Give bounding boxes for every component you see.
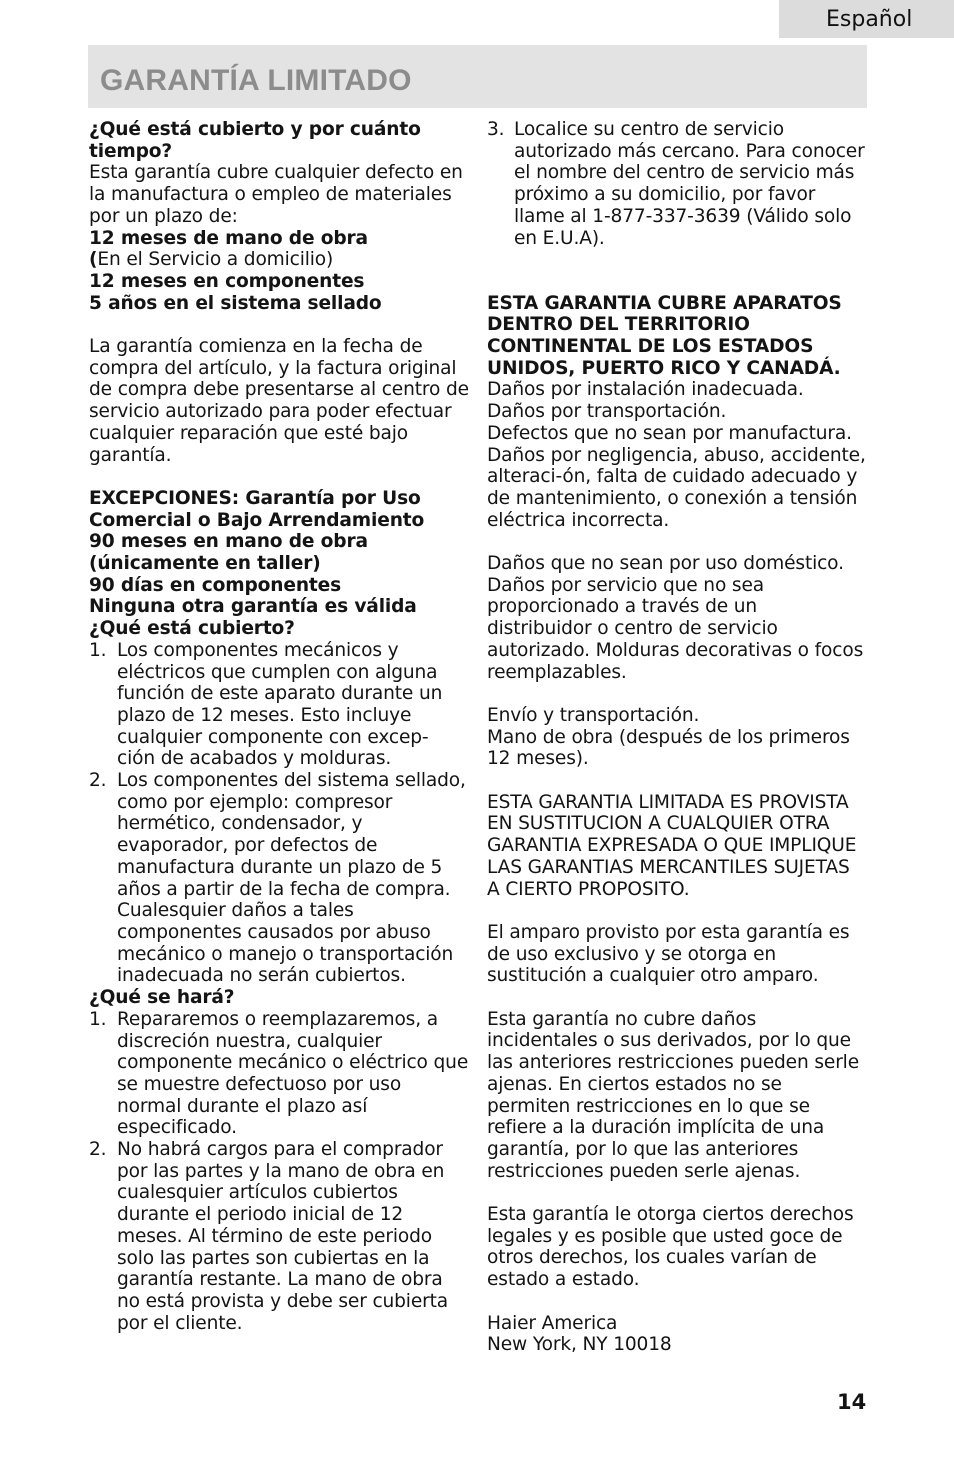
- list-text: No habrá cargos para el comprador por las partes y la mano de obra en cualesquier artículos cubiertos durante el periodo inicial de 12 meses. Al término de este periodo solo las partes son cubiertas en la garantía restante. La mano de obra no está provista y debe ser cubierta por el cliente.: [117, 1139, 448, 1334]
- company-name: Haier America: [487, 1312, 618, 1334]
- language-tab: Español: [779, 0, 954, 38]
- page-number: 14: [837, 1390, 867, 1414]
- exceptions-components: 90 días en componentes: [89, 574, 342, 596]
- list-item: [487, 119, 867, 249]
- list-number: 1.: [89, 639, 107, 661]
- list-number: 2.: [89, 770, 107, 792]
- list-item: [89, 640, 469, 770]
- paren-open: (: [89, 249, 98, 271]
- exclusion-service: Daños por servicio que no sea proporcionado a través de un distribuidor o centro de servicio autorizado. Molduras decorativas o focos reemplazables.: [487, 574, 864, 683]
- legal-rights-text: Esta garantía le otorga ciertos derechos legales y es posible que usted goce de otros derechos, los cuales varían de estado a estado.: [487, 1204, 854, 1291]
- list-number: 1.: [89, 1008, 107, 1030]
- heading-covered: ¿Qué está cubierto?: [89, 618, 295, 640]
- left-column: [89, 119, 469, 1334]
- exclusion-labor: Mano de obra (después de los primeros 12 meses).: [487, 726, 850, 770]
- exclusion-domestic: Daños que no sean por uso doméstico.: [487, 553, 844, 575]
- list-text: Los componentes mecánicos y eléctricos que cumplen con alguna función de este aparato durante un plazo de 12 meses. Esto incluye cualquier componente con excep- ción de acabados y molduras.: [117, 639, 443, 770]
- list-item: [89, 770, 469, 987]
- list-item: [89, 1009, 469, 1139]
- exclusion-transport: Daños por transportación.: [487, 401, 727, 423]
- labor-months: 12 meses de mano de obra: [89, 227, 368, 249]
- list-text: Localice su centro de servicio autorizado más cercano. Para conocer el nombre del centro de servicio más próximo a su domicilio, por favor llame al 1-877-337-3639 (Válido solo en E.U.A).: [514, 119, 865, 249]
- labor-place-line: [89, 249, 469, 271]
- labor-place: En el Servicio a domicilio): [97, 249, 334, 271]
- list-item: [89, 1139, 469, 1334]
- amparo-text: El amparo provisto por esta garantía es de uso exclusivo y se otorga en sustitución a cualquier otro amparo.: [487, 921, 850, 987]
- list-text: Los componentes del sistema sellado, como por ejemplo: compresor hermético, condensador, y evaporador, por defectos de manufactura durante un plazo de 5 años a partir de la fecha de compra. Cualesquier daños a tales componentes causados por abuso mecánico o manejo o transportación inadecuada no serán cubiertos.: [117, 770, 466, 987]
- list-number: 3.: [487, 119, 505, 140]
- list-text: Repararemos o reemplazaremos, a discreción nuestra, cualquier componente mecánico o eléctrico que se muestre defectuoso por uso normal durante el plazo así especificado.: [117, 1008, 469, 1139]
- title-bar: [88, 45, 867, 108]
- exclusion-shipping: Envío y transportación.: [487, 704, 700, 726]
- intro-text: Esta garantía cubre cualquier defecto en la manufactura o empleo de materiales por un plazo de:: [89, 162, 463, 227]
- exceptions-none: Ninguna otra garantía es válida: [89, 596, 417, 618]
- heading-what-done: ¿Qué se hará?: [89, 987, 235, 1009]
- heading-coverage-time: ¿Qué está cubierto y por cuánto tiempo?: [89, 119, 421, 162]
- limited-warranty-text: ESTA GARANTIA LIMITADA ES PROVISTA EN SUSTITUCION A CUALQUIER OTRA GARANTIA EXPRESADA O QUE IMPLIQUE LAS GARANTIAS MERCANTILES SUJETAS A CIERTO PROPOSITO.: [487, 791, 857, 900]
- exclusion-install: Daños por instalación inadecuada.: [487, 379, 804, 401]
- warranty-start-text: La garantía comienza en la fecha de compra del artículo, y la factura original de compra debe presentarse al centro de servicio autorizado para poder efectuar cualquier reparación que esté bajo garantía.: [89, 336, 469, 466]
- right-column: [487, 119, 867, 1356]
- list-number: 2.: [89, 1139, 107, 1161]
- sealed-system-years: 5 años en el sistema sellado: [89, 292, 382, 314]
- incidental-damages-text: Esta garantía no cubre daños incidentales o sus derivados, por lo que las anteriores restricciones pueden serle ajenas. En ciertos estados no se permiten restricciones en lo que se refiere a la duración implícita de una garantía, por lo que las anteriores restricciones pueden serle ajenas.: [487, 1008, 859, 1182]
- exclusion-defects: Defectos que no sean por manufactura.: [487, 422, 852, 444]
- exceptions-heading: EXCEPCIONES: Garantía por Uso Comercial o Bajo Arrendamiento: [89, 487, 425, 531]
- company-city: New York, NY 10018: [487, 1334, 672, 1356]
- exceptions-labor: 90 meses en mano de obra (únicamente en taller): [89, 531, 368, 575]
- components-months: 12 meses en componentes: [89, 270, 365, 292]
- page-title: GARANTÍA LIMITADO: [100, 64, 412, 97]
- territory-heading: ESTA GARANTIA CUBRE APARATOS DENTRO DEL TERRITORIO CONTINENTAL DE LOS ESTADOS UNIDOS, PUERTO RICO Y CANADÁ.: [487, 292, 842, 379]
- exclusion-negligence: Daños por negligencia, abuso, accidente, alteraci-ón, falta de cuidado adecuado y de mantenimiento, o conexión a tensión eléctrica incorrecta.: [487, 444, 866, 531]
